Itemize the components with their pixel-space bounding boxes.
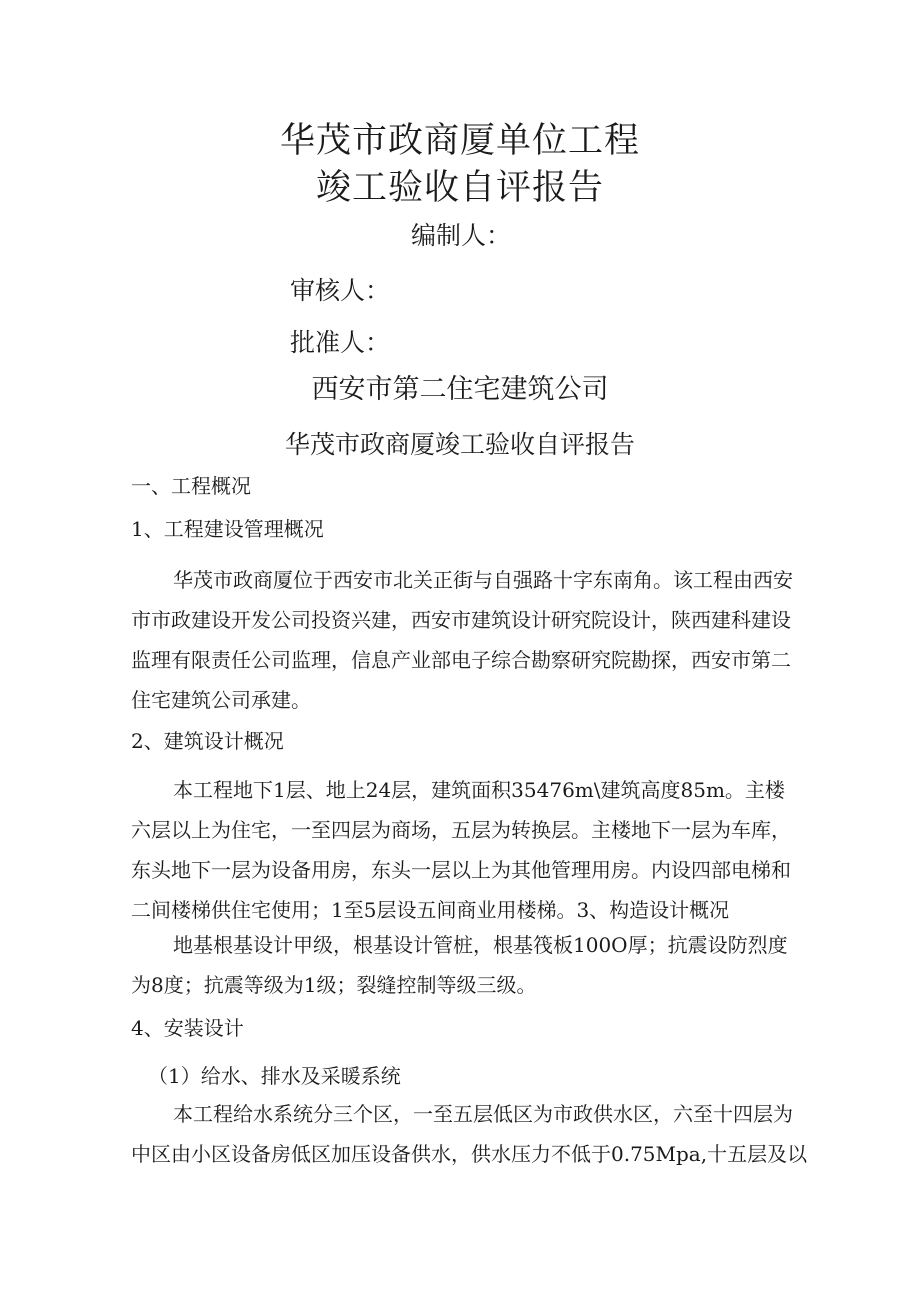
subsection-heading-water: （1）给水、排水及采暖系统 [148, 1064, 401, 1088]
paragraph-management [131, 560, 793, 720]
paragraph-architecture [131, 770, 791, 930]
paragraph-water-system [131, 1094, 807, 1174]
paragraph-line: 东头地下一层为设备用房，东头一层以上为其他管理用房。内设四部电梯和 [131, 858, 791, 882]
paragraph-line: 六层以上为住宅，一至四层为商场，五层为转换层。主楼地下一层为车库， [131, 818, 791, 842]
document-title-line2: 竣工验收自评报告 [315, 168, 604, 208]
paragraph-line: 市市政建设开发公司投资兴建，西安市建筑设计研究院设计，陕西建科建设 [131, 608, 791, 632]
report-subtitle: 华茂市政商厦竣工验收自评报告 [284, 430, 635, 459]
approver-label: 批准人： [290, 328, 391, 357]
compiler-label: 编制人： [411, 221, 512, 250]
paragraph-line: 为8度；抗震等级为1级；裂缝控制等级三级。 [131, 973, 537, 997]
section-heading-management: 1、工程建设管理概况 [131, 517, 324, 541]
section-heading-overview: 一、工程概况 [131, 474, 251, 498]
company-name: 西安市第二住宅建筑公司 [311, 374, 609, 405]
paragraph-line: 本工程地下1层、地上24层，建筑面积35476m\建筑高度85m。主楼 [173, 778, 785, 802]
paragraph-line: 地基根基设计甲级，根基设计管桩，根基筏板100O厚；抗震设防烈度 [173, 933, 788, 957]
section-heading-installation: 4、安装设计 [131, 1016, 244, 1040]
paragraph-line: 监理有限责任公司监理，信息产业部电子综合勘察研究院勘探，西安市第二 [131, 648, 791, 672]
paragraph-line: 华茂市政商厦位于西安市北关正街与自强路十字东南角。该工程由西安 [173, 568, 793, 592]
document-title-line1: 华茂市政商厦单位工程 [279, 121, 640, 161]
reviewer-label: 审核人： [290, 276, 391, 305]
paragraph-line: 二间楼梯供住宅使用；1至5层设五间商业用楼梯。3、构造设计概况 [131, 898, 730, 922]
paragraph-line: 本工程给水系统分三个区，一至五层低区为市政供水区，六至十四层为 [173, 1102, 793, 1126]
paragraph-structure [131, 925, 788, 1005]
paragraph-line: 中区由小区设备房低区加压设备供水，供水压力不低于0.75Mpa,十五层及以 [131, 1142, 808, 1166]
paragraph-line: 住宅建筑公司承建。 [131, 688, 311, 712]
section-heading-architecture: 2、建筑设计概况 [131, 729, 284, 753]
